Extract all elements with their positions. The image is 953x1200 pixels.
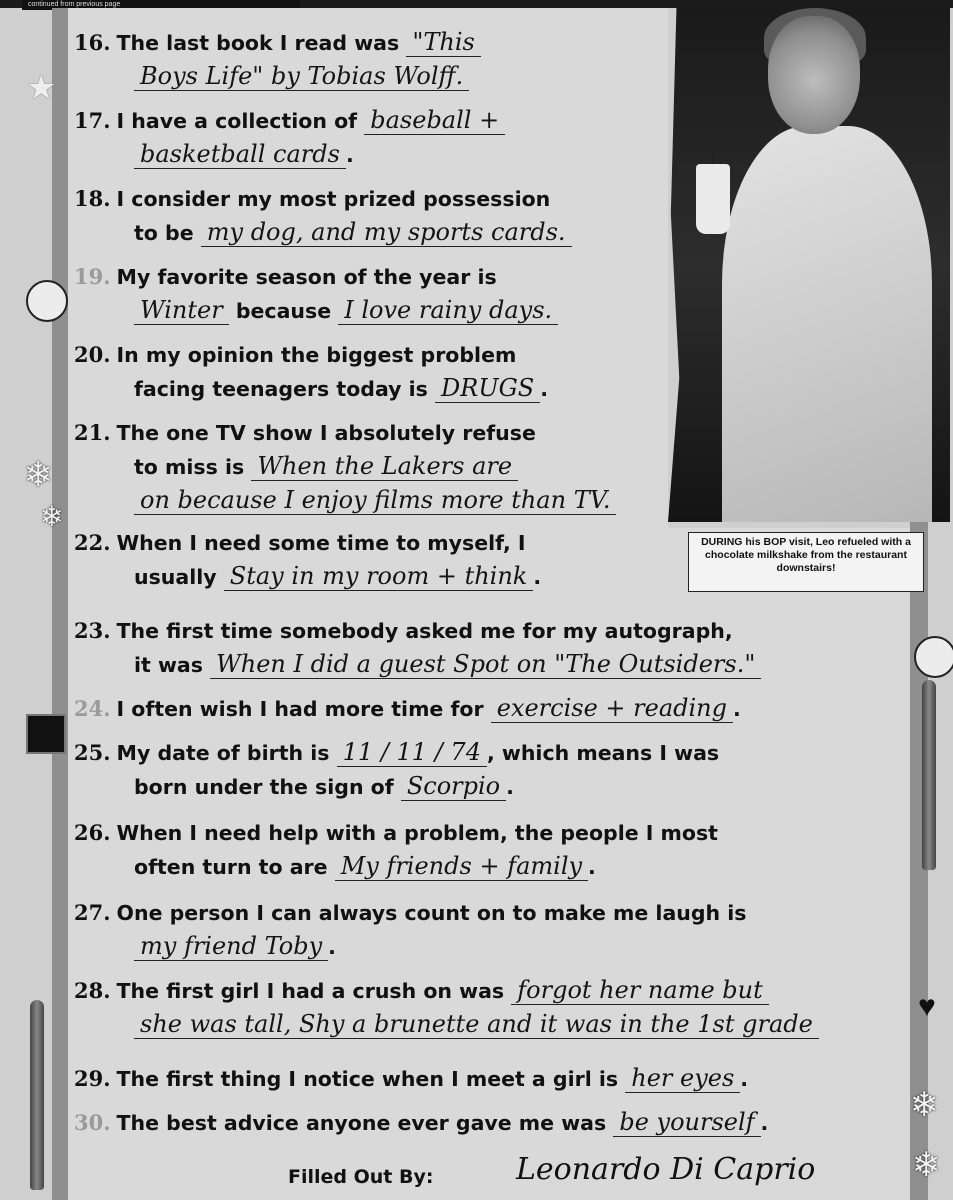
question-text: because [228,299,339,323]
question-text: The last book I read was [116,31,407,55]
question-text: to be [134,221,201,245]
question-item [74,526,906,594]
question-text: The one TV show I absolutely refuse [116,421,536,445]
question-number: 16. [74,30,111,55]
question-line [74,26,906,60]
question-item [74,974,906,1042]
handwritten-answer: be yourself [613,1108,760,1137]
handwritten-answer: basketball cards [134,140,346,169]
question-text: When I need some time to myself, I [116,531,526,555]
question-line [74,692,906,726]
question-text: One person I can always count on to make me laugh is [116,901,747,925]
question-line [74,1062,906,1096]
question-text: I have a collection of [116,109,365,133]
question-text: facing teenagers today is [134,377,436,401]
question-text: The first thing I notice when I meet a girl is [116,1067,626,1091]
handwritten-answer: my dog, and my sports cards. [201,218,572,247]
question-item [74,736,906,804]
question-line [74,182,906,216]
handwritten-answer: her eyes [625,1064,740,1093]
question-text: In my opinion the biggest problem [116,343,517,367]
bat-icon [922,680,936,870]
question-number: 24. [74,696,111,721]
question-line [74,216,906,250]
question-line [74,1008,906,1042]
snowflake-icon: ❄ [910,1086,939,1124]
baseball-icon [26,280,68,322]
question-item [74,1062,906,1096]
question-line [74,416,906,450]
question-line [74,1106,906,1140]
star-icon: ★ [26,69,57,107]
question-number: 18. [74,186,111,211]
question-text: The first time somebody asked me for my autograph, [116,619,733,643]
question-line [74,294,906,328]
question-item [74,26,906,94]
snowflake-icon: ❄ [24,456,53,494]
question-line [74,736,906,770]
bat-icon [30,1000,44,1190]
baseball-icon [914,636,953,678]
question-line [74,484,906,518]
question-item [74,104,906,172]
question-line [74,260,906,294]
handwritten-answer: 11 / 11 / 74 [337,738,487,767]
question-number: 26. [74,820,111,845]
handwritten-answer: she was tall, Shy a brunette and it was in the 1st grade [134,1010,819,1039]
question-text: , which means I was [486,741,720,765]
question-text: it was [134,653,211,677]
question-text: . [328,935,336,959]
handwritten-answer: When the Lakers are [251,452,518,481]
question-text: My favorite season of the year is [116,265,497,289]
handwritten-answer: I love rainy days. [338,296,558,325]
handwritten-answer: baseball + [364,106,505,135]
question-line [74,60,906,94]
handwritten-answer: on because I enjoy films more than TV. [134,486,616,515]
question-text: often turn to are [134,855,335,879]
photo-caption: DURING his BOP visit, Leo refueled with a chocolate milkshake from the restaurant downstairs! [688,532,924,592]
question-text: . [733,697,741,721]
question-text: . [506,775,514,799]
snowflake-icon: ❄ [912,1146,941,1184]
question-item [74,1106,906,1140]
question-item [74,260,906,328]
question-text: . [533,565,542,589]
question-line [74,104,906,138]
question-line [74,560,906,594]
question-item [74,416,906,518]
question-line [74,770,906,804]
question-text: The best advice anyone ever gave me was [116,1111,614,1135]
question-number: 28. [74,978,111,1003]
heart-icon: ♥ [918,990,936,1023]
question-number: 27. [74,900,111,925]
question-number: 17. [74,108,111,133]
handwritten-answer: Stay in my room + think [224,562,534,591]
signature: Leonardo Di Caprio [516,1152,816,1187]
question-number: 19. [74,264,111,289]
question-line [74,614,906,648]
question-text: . [588,855,596,879]
question-line [74,138,906,172]
question-line [74,648,906,682]
question-item [74,816,906,884]
question-number: 30. [74,1110,111,1135]
question-text: My date of birth is [116,741,337,765]
question-item [74,338,906,406]
handwritten-answer: Winter [134,296,229,325]
question-line [74,930,906,964]
question-line [74,974,906,1008]
question-text: born under the sign of [134,775,401,799]
continued-label: continued from previous page [22,0,300,10]
question-number: 25. [74,740,111,765]
handwritten-answer: my friend Toby [134,932,328,961]
question-item [74,692,906,726]
question-text: . [740,1067,749,1091]
question-line [74,372,906,406]
question-line [74,450,906,484]
question-item [74,182,906,250]
question-number: 23. [74,618,111,643]
handwritten-answer: forgot her name but [511,976,768,1005]
question-text: usually [134,565,224,589]
handwritten-answer: Boys Life" by Tobias Wolff. [134,62,469,91]
question-number: 29. [74,1066,111,1091]
question-text: to miss is [134,455,252,479]
question-line [74,816,906,850]
question-item [74,614,906,682]
question-number: 22. [74,530,111,555]
handwritten-answer: "This [406,28,481,57]
question-number: 21. [74,420,111,445]
handwritten-answer: My friends + family [335,852,588,881]
question-number: 20. [74,342,111,367]
signature-label: Filled Out By: [288,1166,434,1188]
snowflake-icon: ❄ [40,501,64,532]
question-text: The first girl I had a crush on was [116,979,512,1003]
question-text: When I need help with a problem, the people I most [116,821,718,845]
question-text: I often wish I had more time for [116,697,491,721]
question-line [74,896,906,930]
question-item [74,896,906,964]
question-line [74,526,906,560]
question-line [74,850,906,884]
handwritten-answer: exercise + reading [491,694,733,723]
question-text: . [345,143,354,167]
question-text: . [760,1111,769,1135]
question-text: I consider my most prized possession [116,187,551,211]
handwritten-answer: DRUGS [435,374,540,403]
question-line [74,338,906,372]
gift-icon [26,714,66,754]
handwritten-answer: When I did a guest Spot on "The Outsiders." [210,650,761,679]
handwritten-answer: Scorpio [401,772,506,801]
question-text: . [540,377,548,401]
